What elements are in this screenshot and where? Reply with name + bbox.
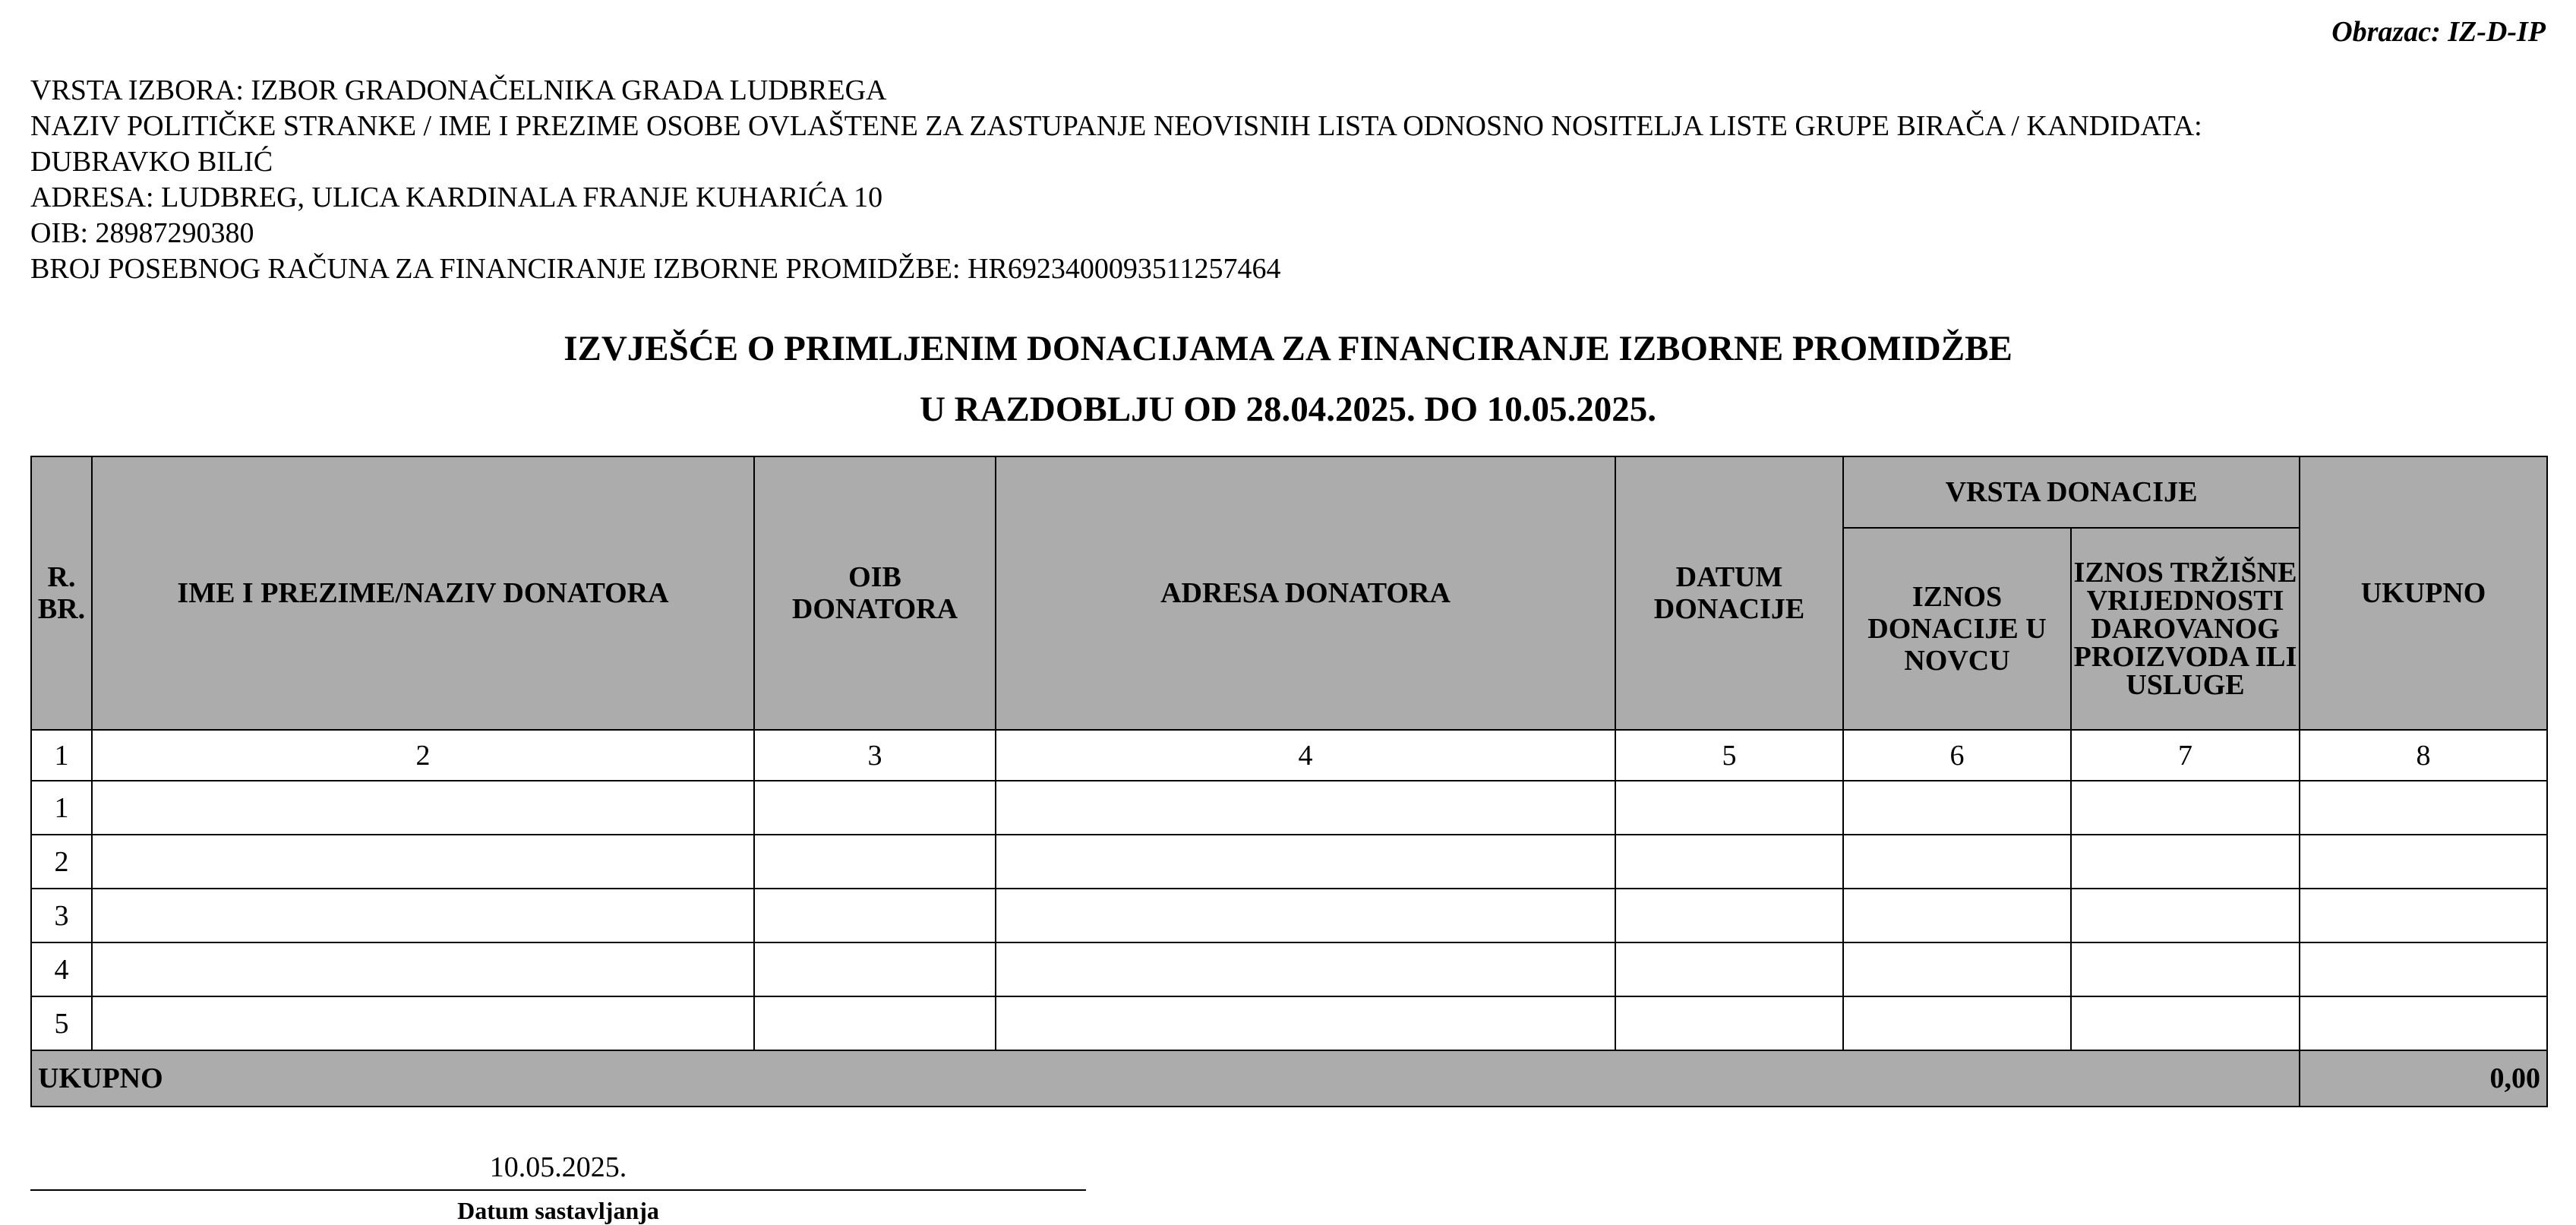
column-number: 5 <box>1615 730 1843 781</box>
total-cell <box>2300 996 2547 1050</box>
total-cell <box>2300 889 2547 942</box>
total-row <box>31 1050 2547 1107</box>
donor-name-cell <box>92 889 754 942</box>
cash-cell <box>1843 996 2071 1050</box>
date-label: Datum sastavljanja <box>457 1197 659 1224</box>
address-cell <box>996 942 1615 996</box>
address-cell <box>996 996 1615 1050</box>
header-cash-amount: IZNOS DONACIJE U NOVCU <box>1843 528 2071 730</box>
column-number: 4 <box>996 730 1615 781</box>
total-cell <box>2300 942 2547 996</box>
date-cell <box>1615 889 1843 942</box>
header-donor-name: IME I PREZIME/NAZIV DONATORA <box>92 456 754 730</box>
date-block <box>30 1145 1086 1225</box>
oib-cell <box>754 781 996 835</box>
column-number: 7 <box>2071 730 2300 781</box>
report-period: U RAZDOBLJU OD 28.04.2025. DO 10.05.2025. <box>919 390 1657 429</box>
column-number: 2 <box>92 730 754 781</box>
election-type: VRSTA IZBORA: IZBOR GRADONAČELNIKA GRADA LUDBREGA <box>30 74 887 106</box>
column-number: 3 <box>754 730 996 781</box>
cash-cell <box>1843 781 2071 835</box>
row-number: 5 <box>31 996 92 1050</box>
row-number: 1 <box>31 781 92 835</box>
donor-name-cell <box>92 835 754 889</box>
table-row <box>31 889 2547 942</box>
date-value: 10.05.2025. <box>489 1151 627 1183</box>
market-cell <box>2071 996 2300 1050</box>
date-cell <box>1615 835 1843 889</box>
donations-table <box>30 456 2548 1107</box>
total-cell <box>2300 781 2547 835</box>
date-cell <box>1615 781 1843 835</box>
address-cell <box>996 835 1615 889</box>
cash-cell <box>1843 889 2071 942</box>
header-address: ADRESA DONATORA <box>996 456 1615 730</box>
market-cell <box>2071 781 2300 835</box>
report-title: IZVJEŠĆE O PRIMLJENIM DONACIJAMA ZA FINANCIRANJE IZBORNE PROMIDŽBE <box>564 329 2012 368</box>
form-code: Obrazac: IZ-D-IP <box>2331 16 2546 48</box>
table-row <box>31 996 2547 1050</box>
header-donation-type: VRSTA DONACIJE <box>1843 456 2300 528</box>
date-cell <box>1615 942 1843 996</box>
row-number: 4 <box>31 942 92 996</box>
row-number: 3 <box>31 889 92 942</box>
date-cell <box>1615 996 1843 1050</box>
table-row <box>31 835 2547 889</box>
address-cell <box>996 781 1615 835</box>
header-oib: OIB DONATORA <box>754 456 996 730</box>
address-cell <box>996 889 1615 942</box>
header-rbr: R. BR. <box>31 456 92 730</box>
header-date: DATUM DONACIJE <box>1615 456 1843 730</box>
column-number: 8 <box>2300 730 2547 781</box>
total-value: 0,00 <box>2300 1050 2547 1107</box>
total-label: UKUPNO <box>31 1050 2300 1107</box>
candidate-oib: OIB: 28987290380 <box>30 217 254 249</box>
market-cell <box>2071 835 2300 889</box>
donor-name-cell <box>92 996 754 1050</box>
cash-cell <box>1843 942 2071 996</box>
row-number: 2 <box>31 835 92 889</box>
table-row <box>31 942 2547 996</box>
account-number: BROJ POSEBNOG RAČUNA ZA FINANCIRANJE IZBORNE PROMIDŽBE: HR6923400093511257464 <box>30 253 1281 285</box>
donor-name-cell <box>92 942 754 996</box>
total-cell <box>2300 835 2547 889</box>
cash-cell <box>1843 835 2071 889</box>
candidate-address: ADRESA: LUDBREG, ULICA KARDINALA FRANJE KUHARIĆA 10 <box>30 182 883 213</box>
candidate-name: DUBRAVKO BILIĆ <box>30 146 273 178</box>
oib-cell <box>754 835 996 889</box>
market-cell <box>2071 889 2300 942</box>
column-number: 1 <box>31 730 92 781</box>
table-row <box>31 781 2547 835</box>
header-market-value: IZNOS TRŽIŠNE VRIJEDNOSTI DAROVANOG PROIZVODA ILI USLUGE <box>2071 528 2300 730</box>
oib-cell <box>754 996 996 1050</box>
column-number: 6 <box>1843 730 2071 781</box>
header-info <box>30 73 2202 287</box>
market-cell <box>2071 942 2300 996</box>
oib-cell <box>754 942 996 996</box>
oib-cell <box>754 889 996 942</box>
party-label: NAZIV POLITIČKE STRANKE / IME I PREZIME OSOBE OVLAŠTENE ZA ZASTUPANJE NEOVISNIH LISTA ODNOSNO NOSITELJA LISTE GRUPE BIRAČA / KANDIDATA: <box>30 110 2202 142</box>
column-number-row <box>31 730 2547 781</box>
header-total: UKUPNO <box>2300 456 2547 730</box>
donor-name-cell <box>92 781 754 835</box>
